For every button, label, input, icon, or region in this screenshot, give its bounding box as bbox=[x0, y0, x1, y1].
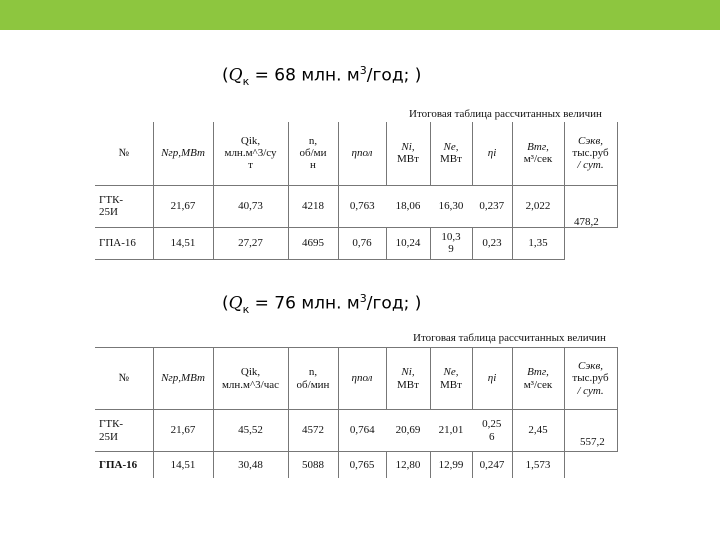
cell-eta-pol: 0,765 bbox=[338, 452, 386, 478]
header-ni-l1: Ni, bbox=[401, 140, 415, 153]
header-n-l3: н bbox=[310, 159, 316, 172]
header-ne bbox=[430, 348, 472, 410]
header-cost bbox=[564, 348, 617, 410]
header-n-l2: об/ми bbox=[299, 147, 327, 160]
header-cost-l2: тыс.руб bbox=[572, 372, 609, 385]
header-bt-l2: м³/сек bbox=[523, 153, 553, 166]
cell-cost-empty bbox=[564, 227, 617, 259]
cell-eta-i-l2: 6 bbox=[489, 430, 495, 443]
formula-2-var: Q bbox=[228, 293, 243, 314]
header-ne-l2: МВт bbox=[440, 153, 462, 166]
formula-1-sub: к bbox=[242, 75, 250, 89]
table-1-caption: Итоговая таблица рассчитанных величин bbox=[409, 108, 602, 120]
header-q bbox=[213, 122, 288, 185]
row-name: ГПА-16 bbox=[95, 227, 153, 259]
formula-2-eq: = 76 млн. м bbox=[249, 293, 360, 314]
cell-cost-empty bbox=[564, 452, 617, 478]
row-name-l2: 25И bbox=[99, 430, 118, 443]
cell-ni: 12,80 bbox=[386, 452, 430, 478]
cell-ne bbox=[430, 227, 472, 259]
cell-ne: 21,01 bbox=[430, 410, 472, 452]
cell-eta-i-l1: 0,25 bbox=[482, 418, 502, 431]
header-q-l1: Qik, bbox=[240, 134, 261, 147]
results-table-2 bbox=[95, 347, 618, 478]
header-ni-l2: МВт bbox=[397, 153, 419, 166]
cell-ni: 18,06 bbox=[386, 185, 430, 227]
header-ni-l1: Ni, bbox=[401, 366, 415, 379]
header-ne-l1: Ne, bbox=[443, 366, 459, 379]
header-ngr: Nгр,МВт bbox=[153, 122, 213, 185]
cell-ngr: 21,67 bbox=[153, 185, 213, 227]
cell-eta-i bbox=[472, 410, 512, 452]
cell-bt: 1,35 bbox=[512, 227, 564, 259]
cell-ne: 12,99 bbox=[430, 452, 472, 478]
header-n-l1: n, bbox=[308, 134, 318, 147]
header-cost bbox=[564, 122, 617, 185]
header-q bbox=[213, 348, 288, 410]
header-ne bbox=[430, 122, 472, 185]
cell-q: 30,48 bbox=[213, 452, 288, 478]
header-cost-l3: / сут. bbox=[577, 384, 604, 397]
cost-value-2: 557,2 bbox=[580, 436, 605, 448]
formula-1 bbox=[222, 64, 421, 88]
header-num: № bbox=[95, 122, 153, 185]
cell-eta-i: 0,247 bbox=[472, 452, 512, 478]
table-row bbox=[95, 410, 617, 452]
formula-1-tail: /год; ) bbox=[366, 65, 422, 86]
header-eta-pol: ηпол bbox=[338, 348, 386, 410]
header-cost-l1: Сэкв, bbox=[578, 134, 603, 147]
header-num: № bbox=[95, 348, 153, 410]
cell-ni: 10,24 bbox=[386, 227, 430, 259]
formula-2-tail: /год; ) bbox=[366, 293, 422, 314]
row-name-l1: ГТК- bbox=[99, 418, 124, 431]
formula-1-var: Q bbox=[228, 65, 243, 86]
cell-bt: 2,45 bbox=[512, 410, 564, 452]
header-cost-l1: Сэкв, bbox=[578, 360, 603, 373]
cell-eta-i: 0,237 bbox=[472, 185, 512, 227]
header-cost-l3: / сут. bbox=[577, 159, 604, 172]
header-q-l2: млн.м^3/час bbox=[221, 378, 280, 391]
header-eta-i: ηi bbox=[472, 122, 512, 185]
header-cost-l2: тыс.руб bbox=[572, 147, 609, 160]
cell-q: 45,52 bbox=[213, 410, 288, 452]
header-n bbox=[288, 348, 338, 410]
formula-1-sup: 3 bbox=[359, 64, 367, 77]
cell-ngr: 14,51 bbox=[153, 452, 213, 478]
cell-eta-pol: 0,76 bbox=[338, 227, 386, 259]
header-ni bbox=[386, 348, 430, 410]
header-bt bbox=[512, 348, 564, 410]
header-n bbox=[288, 122, 338, 185]
row-name: ГПА-16 bbox=[95, 452, 153, 478]
cell-ni: 20,69 bbox=[386, 410, 430, 452]
table-row bbox=[95, 227, 617, 259]
cell-ngr: 21,67 bbox=[153, 410, 213, 452]
cell-ngr: 14,51 bbox=[153, 227, 213, 259]
row-name-l1: ГТК- bbox=[99, 193, 124, 206]
cell-ne-l2: 9 bbox=[448, 243, 454, 255]
top-accent-bar bbox=[0, 0, 720, 30]
cell-eta-pol: 0,763 bbox=[338, 185, 386, 227]
cell-eta-pol: 0,764 bbox=[338, 410, 386, 452]
header-q-l2: млн.м^3/су bbox=[224, 147, 277, 160]
header-ni bbox=[386, 122, 430, 185]
cell-ne-l1: 10,3 bbox=[441, 230, 461, 243]
header-bt-l1: Втг, bbox=[527, 366, 549, 379]
formula-1-eq: = 68 млн. м bbox=[249, 65, 360, 86]
header-ni-l2: МВт bbox=[397, 378, 419, 391]
header-ne-l2: МВт bbox=[440, 378, 462, 391]
cell-n: 5088 bbox=[288, 452, 338, 478]
header-ne-l1: Ne, bbox=[443, 140, 459, 153]
cell-eta-i: 0,23 bbox=[472, 227, 512, 259]
header-n-l1: n, bbox=[308, 366, 318, 379]
cell-n: 4695 bbox=[288, 227, 338, 259]
formula-1-open: ( bbox=[222, 65, 229, 86]
cell-n: 4572 bbox=[288, 410, 338, 452]
formula-2-sup: 3 bbox=[359, 292, 367, 305]
cell-q: 40,73 bbox=[213, 185, 288, 227]
header-q-l1: Qik, bbox=[240, 366, 261, 379]
results-table-1 bbox=[95, 122, 618, 260]
cell-q: 27,27 bbox=[213, 227, 288, 259]
header-bt-l2: м³/сек bbox=[523, 378, 553, 391]
cell-bt: 1,573 bbox=[512, 452, 564, 478]
row-name bbox=[95, 185, 153, 227]
formula-2-open: ( bbox=[222, 293, 229, 314]
row-name bbox=[95, 410, 153, 452]
formula-2 bbox=[222, 292, 421, 316]
cell-bt: 2,022 bbox=[512, 185, 564, 227]
table-row bbox=[95, 452, 617, 478]
formula-2-sub: к bbox=[242, 303, 250, 317]
cell-n: 4218 bbox=[288, 185, 338, 227]
header-q-l3: т bbox=[248, 159, 253, 172]
row-name-l2: 25И bbox=[99, 206, 118, 218]
table-row bbox=[95, 185, 617, 227]
table-2-caption: Итоговая таблица рассчитанных величин bbox=[413, 332, 606, 344]
header-eta-i: ηi bbox=[472, 348, 512, 410]
header-bt-l1: Втг, bbox=[527, 140, 549, 153]
header-eta-pol: ηпол bbox=[338, 122, 386, 185]
cost-value-1: 478,2 bbox=[574, 216, 599, 228]
header-bt bbox=[512, 122, 564, 185]
header-ngr: Nгр,МВт bbox=[153, 348, 213, 410]
header-n-l2: об/мин bbox=[296, 378, 330, 391]
cell-ne: 16,30 bbox=[430, 185, 472, 227]
